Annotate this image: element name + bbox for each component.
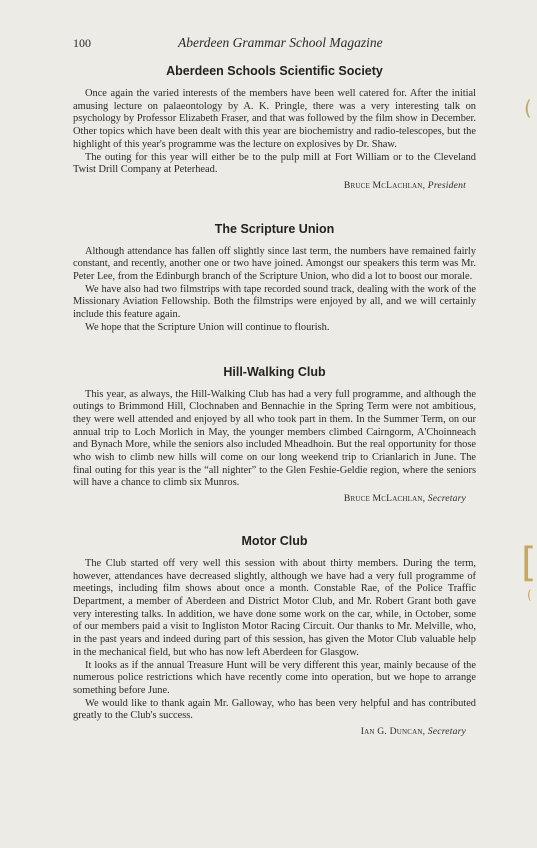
paragraph: We have also had two filmstrips with tape recorded sound track, dealing with the work of the Missionary Aviation Fellowship. Both the filmstrips were enjoyed by all, and we will certainly include this feature again. [73,283,476,321]
signature [73,180,476,193]
section-title: Motor Club [241,533,308,548]
section-scientific-society [73,64,476,193]
signature [73,493,476,506]
page-content [73,64,476,739]
running-title: Aberdeen Grammar School Magazine [178,35,383,50]
margin-mark: ( [524,96,532,120]
signature [73,726,476,739]
section-title: Hill-Walking Club [223,364,326,379]
page-number: 100 [73,36,91,50]
section-motor-club [73,534,476,739]
signature-role: President [427,179,466,191]
signature-name: Ian G. Duncan, [360,726,426,738]
section-scripture-union [73,222,476,335]
paragraph: We hope that the Scripture Union will continue to flourish. [85,321,330,333]
paragraph: Once again the varied interests of the members have been well catered for. After the initial amusing lecture on palaeontology by A. K. Pringle, there was a very interesting talk on psychology by Professor Elizabeth Fraser, and that was followed by the film show in December. Other topics which have been dealt with this year are biochemistry and radio-telescopes, but the highlight of this year's programme was the lecture on explosives by Dr. Shaw. [73,88,476,150]
section-title: Aberdeen Schools Scientific Society [166,64,383,78]
section-title: The Scripture Union [214,221,335,236]
signature-role: Secretary [427,493,466,505]
paragraph: It looks as if the annual Treasure Hunt will be very different this year, mainly because of the numerous police restrictions which have recently come into operation, but we hope to arrange something before June. [73,659,476,696]
paragraph: The outing for this year will either be to the pulp mill at Fort William or to the Cleveland Twist Drill Company at Peterhead. [73,151,476,176]
paragraph: The Club started off very well this session with about thirty members. During the term, however, attendances have decreased slightly, although we have had a very full programme of meetings, including film shows about once a month. Constable Rae, of the Police Traffic Department, a member of Aberdeen and District Motor Club, and Mr. Robert Grant both gave very interesting talks. In addition, we have done some work on the car, while, in October, some of our members paid a visit to Ingliston Motor Racing Circuit. Our thanks to Mr. Melville, who, in the past years and indeed during part of this session, has given the Motor Club valuable help in the mechanical field, but who has now left Aberdeen for Glasgow. [73,557,476,658]
section-hill-walking-club [73,365,476,506]
paragraph: This year, as always, the Hill-Walking Club has had a very full programme, and although the outings to Brimmond Hill, Clochnaben and Bennachie in the Spring Term were not ambitious, they were well attended and enjoyed by all who took part in them. In the Summer Term, on our annual trip to Loch Morlich in May, the younger members climbed Cairngorm, A'Choinneach and Bynach More, while the seniors also included Mheadhoin. But the real opportunity for those who wish to climb new hills will come on our long weekend trip to Crianlarich in June. The final outing for this year is the “all nighter” to the Glen Feshie-Geldie region, where the seniors will have a chance to climb six Munros. [73,388,476,489]
margin-mark: [ [521,540,537,586]
margin-mark: ( [527,588,532,602]
paragraph: Although attendance has fallen off slightly since last term, the numbers have remained fairly constant, and recently, another one or two have joined. Amongst our speakers this term was Mr. Peter Lee, from the Edinburgh branch of the Scripture Union, who did a lot to boost our morale. [73,245,476,283]
signature-name: Bruce McLachlan, [343,493,426,505]
page-header [73,36,473,52]
signature-name: Bruce McLachlan, [343,179,426,191]
paragraph: We would like to thank again Mr. Galloway, who has been very helpful and has contributed greatly to the Club's success. [73,697,476,722]
signature-role: Secretary [427,726,466,738]
